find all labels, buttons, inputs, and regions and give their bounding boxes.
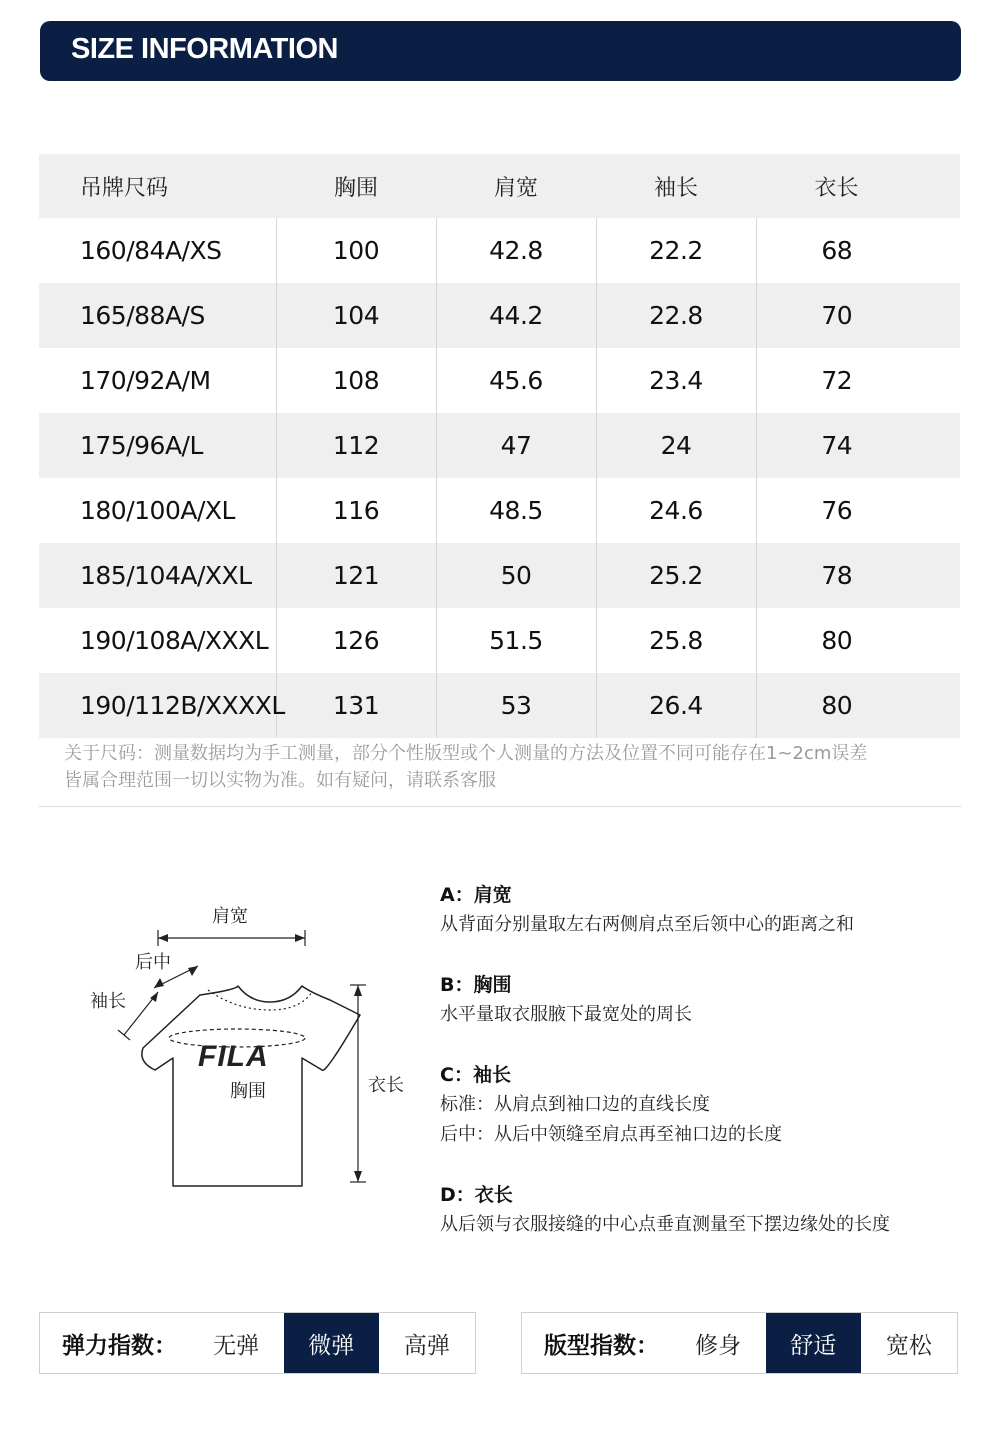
sleeve-cell: 26.4 — [596, 673, 756, 738]
shoulder-cell: 50 — [436, 543, 596, 608]
shoulder-cell: 44.2 — [436, 283, 596, 348]
shoulder-cell: 51.5 — [436, 608, 596, 673]
shoulder-cell: 53 — [436, 673, 596, 738]
length-label: 衣长 — [368, 1075, 404, 1096]
fit-label: 版型指数： — [544, 1332, 659, 1359]
length-cell: 68 — [756, 218, 960, 283]
table-row — [39, 478, 960, 543]
length-cell: 74 — [756, 413, 960, 478]
chest-label: 胸围 — [230, 1081, 266, 1102]
table-row — [39, 283, 960, 348]
length-cell: 70 — [756, 283, 960, 348]
shoulder-cell: 48.5 — [436, 478, 596, 543]
definition-title: D：衣长 — [440, 1184, 513, 1206]
sleeve-cell: 24 — [596, 413, 756, 478]
back-center-label: 后中 — [135, 952, 171, 973]
sleeve-cell: 22.8 — [596, 283, 756, 348]
shoulder-cell: 47 — [436, 413, 596, 478]
elasticity-index — [39, 1312, 476, 1374]
elasticity-option-high[interactable]: 高弹 — [403, 1332, 450, 1359]
chest-cell: 104 — [276, 283, 436, 348]
fit-option-loose[interactable]: 宽松 — [885, 1332, 932, 1359]
elasticity-option-slight[interactable]: 微弹 — [284, 1313, 379, 1373]
table-row — [39, 608, 960, 673]
definition-text: 从后领与衣服接缝的中心点垂直测量至下摆边缘处的长度 — [440, 1214, 890, 1235]
sleeve-cell: 25.8 — [596, 608, 756, 673]
shoulder-cell: 45.6 — [436, 348, 596, 413]
definition-title: B：胸围 — [440, 974, 512, 996]
fit-index — [521, 1312, 958, 1374]
length-cell: 72 — [756, 348, 960, 413]
fila-logo: FILA — [198, 1040, 269, 1073]
shoulder-label: 肩宽 — [212, 906, 248, 927]
size-cell: 185/104A/XXL — [39, 543, 276, 608]
column-header-shoulder: 肩宽 — [436, 154, 596, 218]
column-header-chest: 胸围 — [276, 154, 436, 218]
size-note — [64, 740, 954, 794]
chest-cell: 108 — [276, 348, 436, 413]
fit-option-comfort[interactable]: 舒适 — [766, 1313, 861, 1373]
size-cell: 190/108A/XXXL — [80, 626, 269, 655]
length-cell: 80 — [756, 608, 960, 673]
table-row — [39, 348, 960, 413]
header-title: SIZE INFORMATION — [71, 33, 338, 65]
size-cell: 160/84A/XS — [80, 236, 222, 265]
size-table — [39, 154, 960, 738]
column-header-sleeve: 袖长 — [596, 154, 756, 218]
divider — [39, 806, 961, 807]
chest-cell: 116 — [276, 478, 436, 543]
definition-text: 水平量取衣服腋下最宽处的周长 — [440, 1004, 692, 1025]
chest-cell: 121 — [276, 543, 436, 608]
definition-sleeve — [440, 1060, 980, 1150]
chest-cell: 100 — [276, 218, 436, 283]
length-cell: 76 — [756, 478, 960, 543]
definition-title: C：袖长 — [440, 1064, 511, 1086]
definition-chest — [440, 970, 980, 1030]
definition-shoulder — [440, 880, 980, 940]
table-row — [39, 543, 960, 608]
column-header-tag-size: 吊牌尺码 — [39, 154, 276, 218]
note-line: 关于尺码：测量数据均为手工测量，部分个性版型或个人测量的方法及位置不同可能存在1~2cm误差 — [64, 743, 868, 764]
sleeve-cell: 22.2 — [596, 218, 756, 283]
definition-length — [440, 1180, 980, 1240]
table-header-row — [39, 154, 960, 218]
sleeve-cell: 25.2 — [596, 543, 756, 608]
measurement-definitions — [440, 880, 980, 1270]
chest-cell: 131 — [276, 673, 436, 738]
size-cell: 190/112B/XXXXL — [39, 673, 276, 738]
table-row — [39, 413, 960, 478]
fit-option-slim[interactable]: 修身 — [695, 1332, 742, 1359]
length-cell: 78 — [756, 543, 960, 608]
note-line: 皆属合理范围一切以实物为准。如有疑问，请联系客服 — [64, 770, 496, 791]
chest-cell: 112 — [276, 413, 436, 478]
header-bar — [40, 21, 961, 81]
definition-text: 后中：从后中领缝至肩点再至袖口边的长度 — [440, 1124, 782, 1145]
size-cell: 180/100A/XL — [80, 496, 235, 525]
definition-text: 从背面分别量取左右两侧肩点至后领中心的距离之和 — [440, 914, 854, 935]
sleeve-label: 袖长 — [90, 991, 126, 1012]
definition-text: 标准：从肩点到袖口边的直线长度 — [440, 1094, 710, 1115]
elasticity-label: 弹力指数： — [62, 1332, 177, 1359]
size-cell: 170/92A/M — [80, 366, 211, 395]
tshirt-measurement-diagram — [60, 890, 440, 1210]
table-row — [39, 218, 960, 283]
sleeve-cell: 24.6 — [596, 478, 756, 543]
chest-cell: 126 — [276, 608, 436, 673]
definition-title: A：肩宽 — [440, 884, 512, 906]
elasticity-option-none[interactable]: 无弹 — [213, 1332, 260, 1359]
sleeve-cell: 23.4 — [596, 348, 756, 413]
column-header-length: 衣长 — [756, 154, 960, 218]
length-cell: 80 — [756, 673, 960, 738]
table-row — [39, 673, 960, 738]
size-cell: 175/96A/L — [39, 413, 276, 478]
shoulder-cell: 42.8 — [436, 218, 596, 283]
size-cell: 165/88A/S — [39, 283, 276, 348]
